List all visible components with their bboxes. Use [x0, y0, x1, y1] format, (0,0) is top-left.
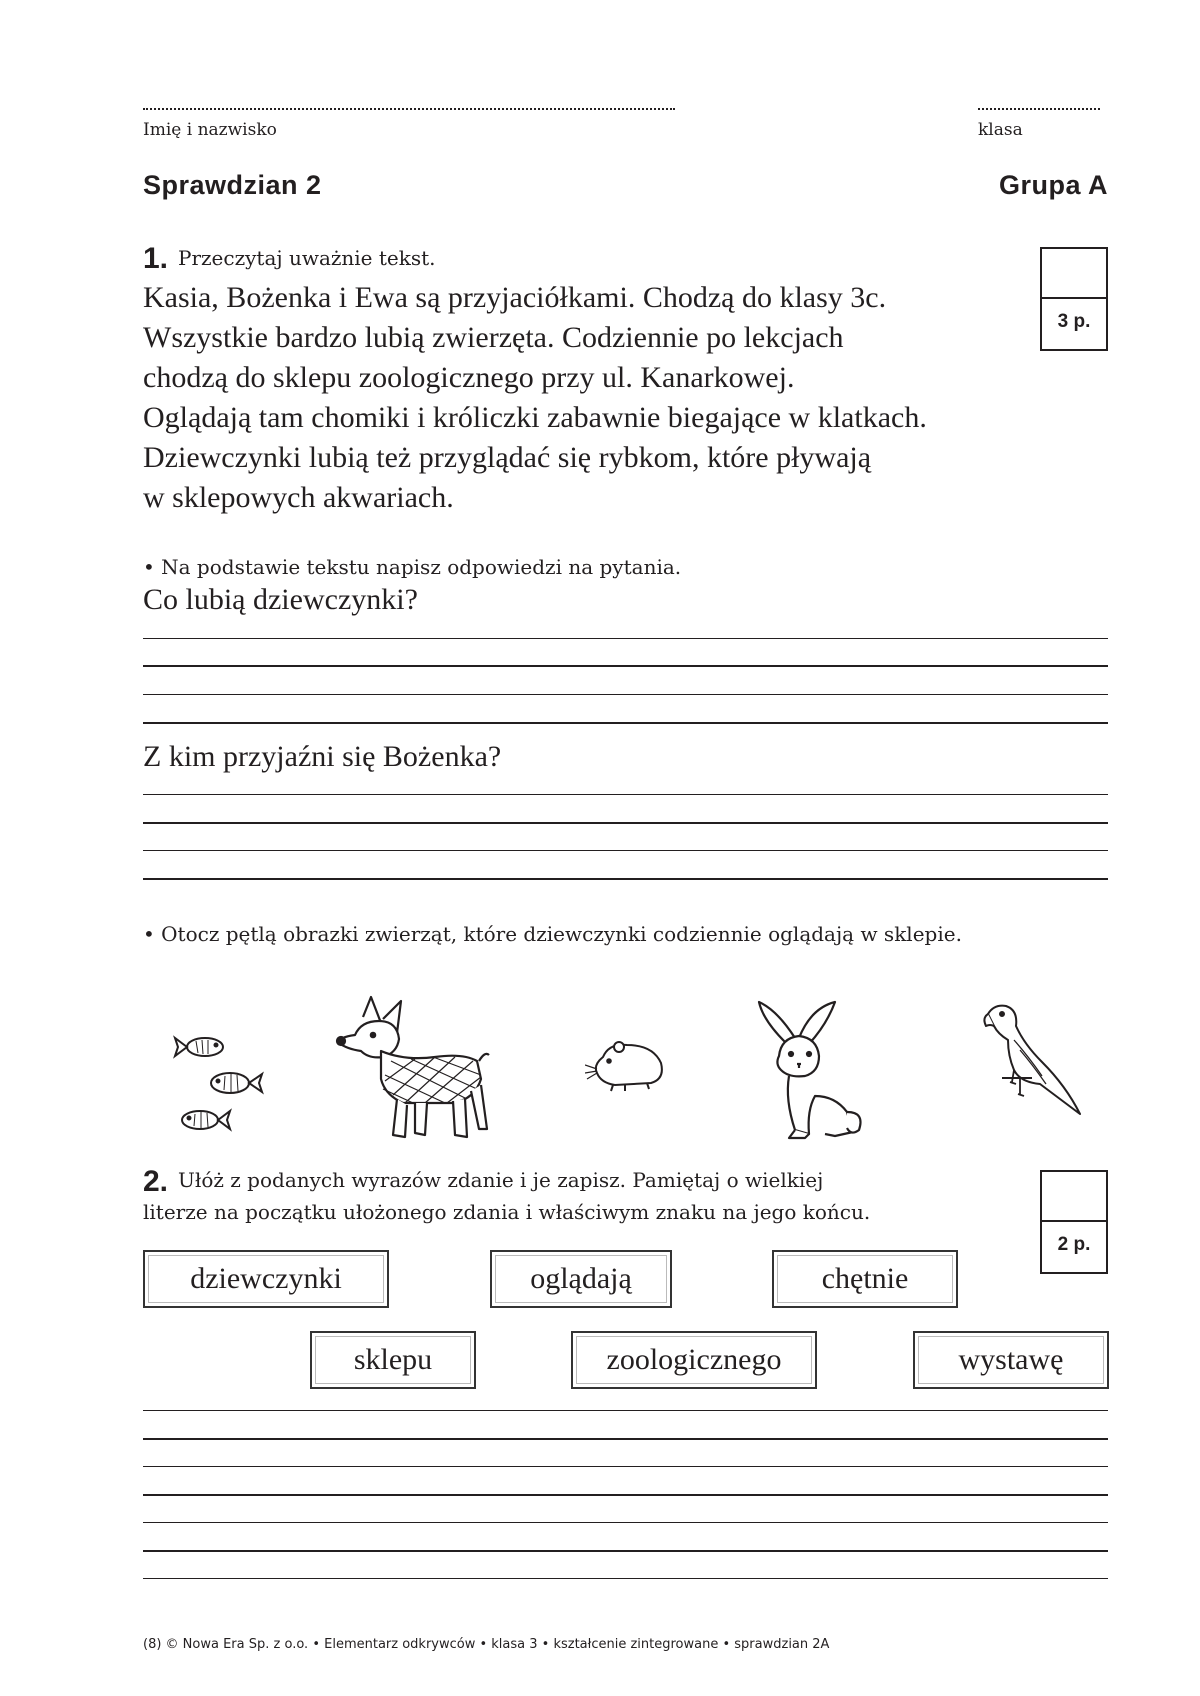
word-card[interactable]: wystawę — [913, 1331, 1109, 1389]
word-card[interactable]: dziewczynki — [143, 1250, 389, 1308]
task2-points: 2 p. — [1057, 1234, 1091, 1255]
question-2: Z kim przyjaźni się Bożenka? — [143, 740, 502, 773]
test-title: Sprawdzian 2 — [143, 170, 322, 200]
fish-icon[interactable] — [170, 1025, 270, 1145]
answer-line[interactable] — [143, 878, 1108, 880]
answer-line[interactable] — [143, 694, 1108, 695]
class-dotted-line[interactable] — [978, 108, 1100, 110]
answer-line[interactable] — [143, 1466, 1108, 1467]
hamster-icon[interactable] — [585, 1035, 675, 1095]
text-line: Oglądają tam chomiki i króliczki zabawnie biegające w klatkach. — [143, 401, 927, 434]
word-card[interactable]: sklepu — [310, 1331, 476, 1389]
task2-number: 2. — [143, 1165, 169, 1198]
group-label: Grupa A — [998, 170, 1108, 200]
text-line: Kasia, Bożenka i Ewa są przyjaciółkami. Chodzą do klasy 3c. — [143, 281, 887, 314]
answer-line[interactable] — [143, 850, 1108, 851]
footer-copyright: (8) © Nowa Era Sp. z o.o. • Elementarz odkrywców • klasa 3 • kształcenie zintegrowane • sprawdzian 2A — [143, 1637, 830, 1652]
text-line: chodzą do sklepu zoologicznego przy ul. Kanarkowej. — [143, 361, 795, 394]
answer-line[interactable] — [143, 1494, 1108, 1496]
answer-line[interactable] — [143, 1410, 1108, 1411]
name-label: Imię i nazwisko — [143, 120, 277, 140]
answer-line[interactable] — [143, 638, 1108, 639]
answer-line[interactable] — [143, 1438, 1108, 1440]
task1-instruction-animals: • Otocz pętlą obrazki zwierząt, które dziewczynki codziennie oglądają w sklepie. — [143, 922, 962, 946]
task1-points: 3 p. — [1057, 311, 1091, 332]
question-1: Co lubią dziewczynki? — [143, 583, 418, 616]
task2-instruction-line2: literze na początku ułożonego zdania i właściwym znaku na jego końcu. — [143, 1200, 871, 1224]
answer-line[interactable] — [143, 1578, 1108, 1579]
task2-points-box[interactable] — [1040, 1170, 1108, 1274]
word-card[interactable]: oglądają — [490, 1250, 672, 1308]
answer-line[interactable] — [143, 722, 1108, 724]
answer-line[interactable] — [143, 1550, 1108, 1552]
dog-icon[interactable] — [335, 995, 495, 1145]
task1-number: 1. — [143, 242, 169, 275]
task1-reading-text — [143, 278, 927, 518]
answer-line[interactable] — [143, 794, 1108, 795]
task1-points-box[interactable] — [1040, 247, 1108, 351]
word-card[interactable]: zoologicznego — [571, 1331, 817, 1389]
text-line: Dziewczynki lubią też przyglądać się rybkom, które pływają — [143, 441, 872, 474]
text-line: w sklepowych akwariach. — [143, 481, 454, 514]
answer-line[interactable] — [143, 665, 1108, 667]
text-line: Wszystkie bardzo lubią zwierzęta. Codziennie po lekcjach — [143, 321, 844, 354]
rabbit-icon[interactable] — [755, 1000, 875, 1145]
task2-instruction-line1: Ułóż z podanych wyrazów zdanie i je zapisz. Pamiętaj o wielkiej — [178, 1168, 824, 1192]
parrot-icon[interactable] — [980, 1000, 1090, 1120]
class-label: klasa — [978, 120, 1023, 140]
name-dotted-line[interactable] — [143, 108, 675, 110]
answer-line[interactable] — [143, 822, 1108, 824]
task1-instruction: Przeczytaj uważnie tekst. — [178, 246, 436, 270]
task1-instruction-answers: • Na podstawie tekstu napisz odpowiedzi na pytania. — [143, 555, 682, 579]
word-card[interactable]: chętnie — [772, 1250, 958, 1308]
answer-line[interactable] — [143, 1522, 1108, 1523]
